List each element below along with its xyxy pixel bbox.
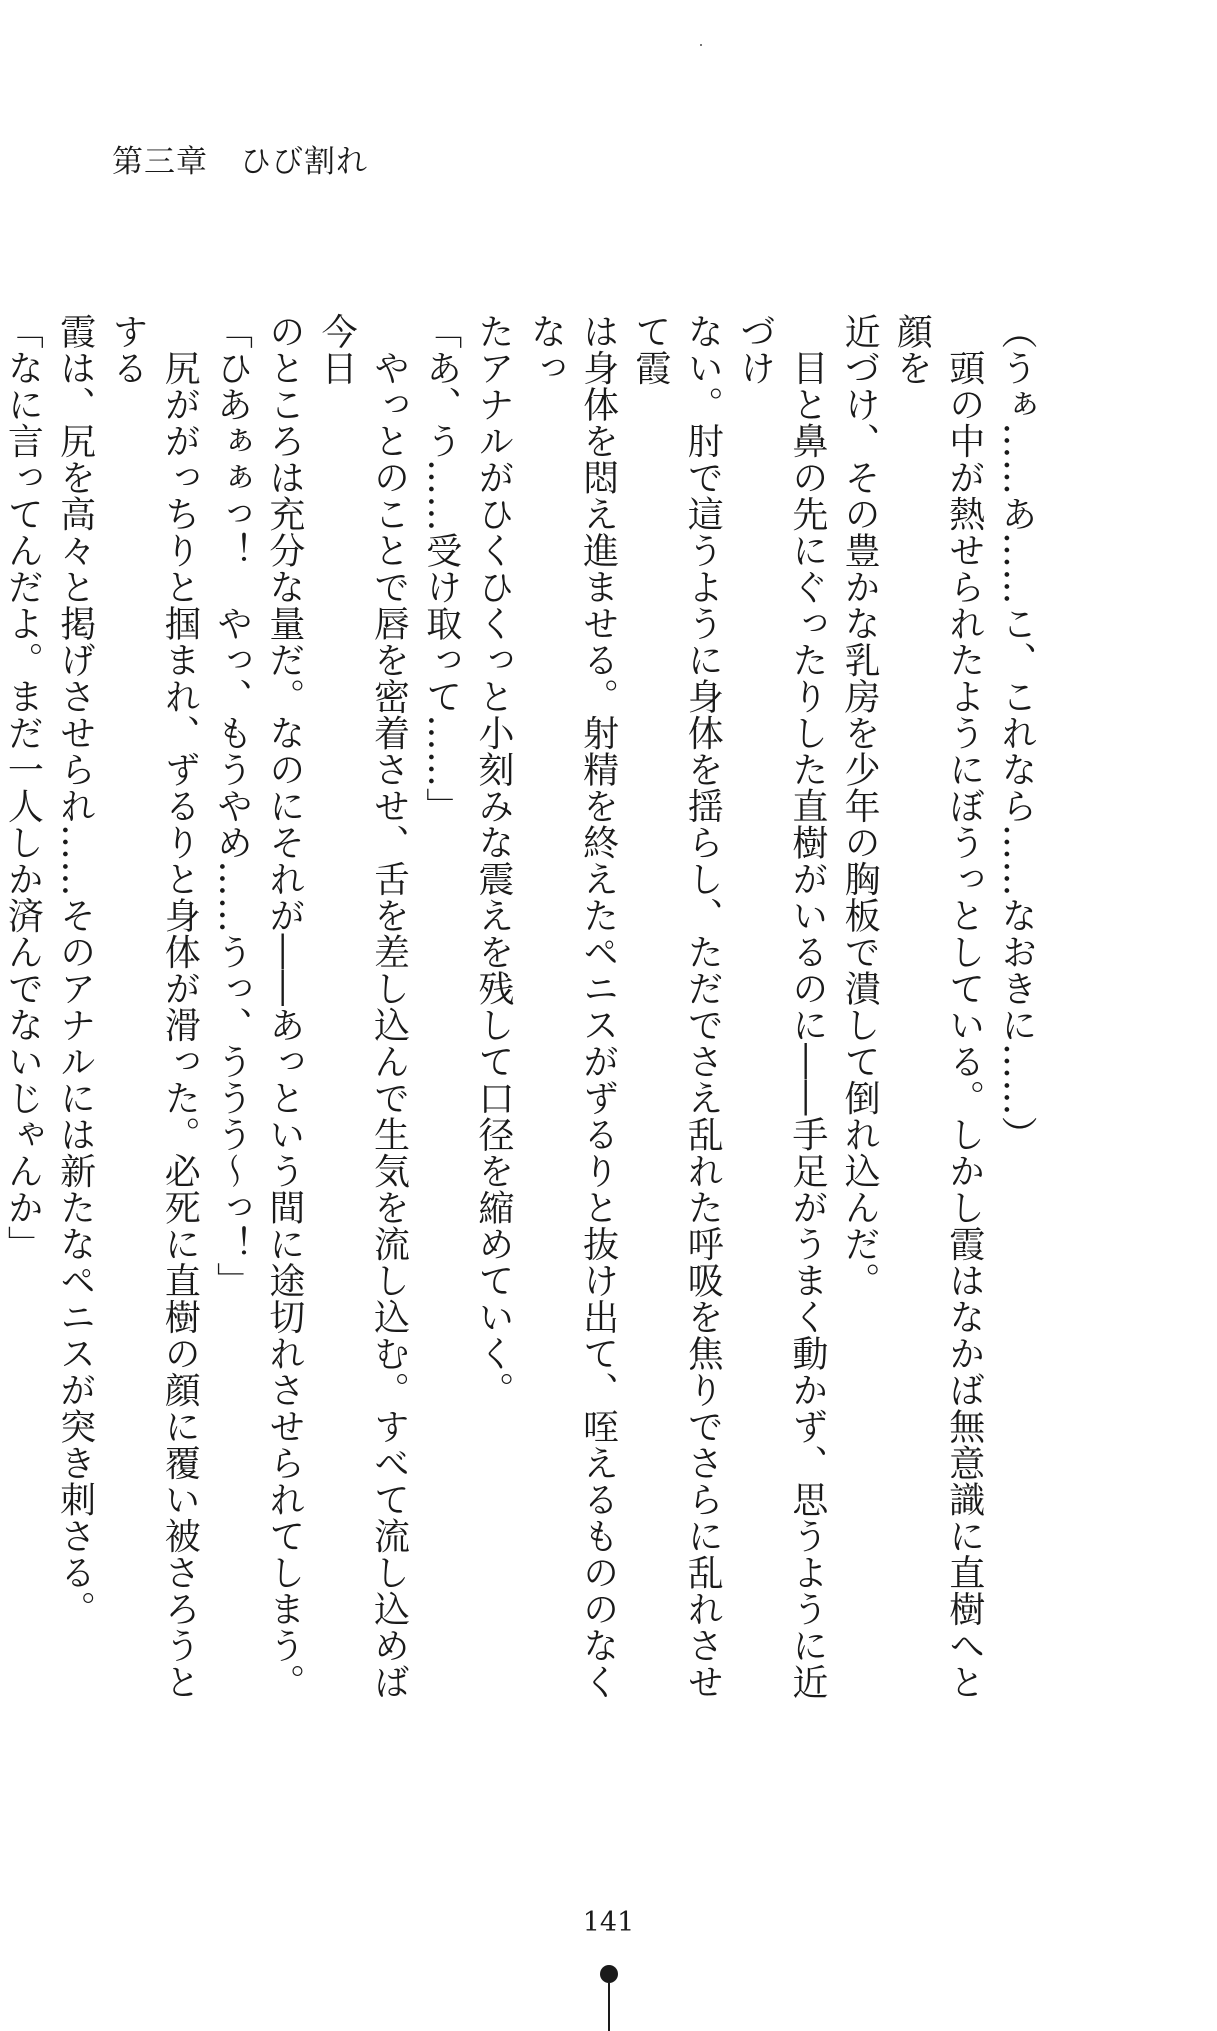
text-line: ない。肘で這うように身体を揺らし、ただでさえ乱れた呼吸を焦りでさらに乱れさせて霞 <box>629 313 724 1700</box>
body-text <box>0 313 1042 1713</box>
text-line: 「ひあぁぁっ！ やっ、もうやめ……うっ、ううう～っ！」 <box>211 313 253 1299</box>
text-line: のところは充分な量だ。なのにそれが――あっという間に途切れさせられてしまう。 <box>263 313 305 1700</box>
text-line: は身体を悶え進ませる。射精を終えたペニスがずるりと抜け出て、咥えるもののなくなっ <box>525 313 619 1700</box>
scan-speck <box>700 44 702 46</box>
text-line: やっとのことで唇を密着させ、舌を差し込んで生気を流し込む。すべて流し込めば今日 <box>316 313 410 1700</box>
text-line: 近づけ、その豊かな乳房を少年の胸板で潰して倒れ込んだ。 <box>839 313 881 1299</box>
text-line: 目と鼻の先にぐったりした直樹がいるのに――手足がうまく動かず、思うように近づけ <box>734 313 828 1700</box>
text-line: 「なに言ってんだよ。まだ一人しか済んでないじゃんか」 <box>2 313 44 1262</box>
text-line: 「あ、う……受け取って……」 <box>420 313 462 824</box>
text-line: 霞は、尻を高々と掲げさせられ……そのアナルには新たなペニスが突き刺さる。 <box>54 313 96 1627</box>
page-marker-line <box>608 1983 610 2031</box>
page-marker-dot <box>600 1965 618 1983</box>
page-number: 141 <box>582 1907 635 1938</box>
text-line: 尻ががっちりと掴まれ、ずるりと身体が滑った。必死に直樹の顔に覆い被さろうとする <box>106 313 201 1700</box>
chapter-header: 第三章 ひび割れ <box>112 144 368 180</box>
text-line: （うぁ……あ……こ、これなら……なおきに……） <box>996 313 1037 1153</box>
text-line: 頭の中が熱せられたようにぼうっとしている。しかし霞はなかば無意識に直樹へと顔を <box>891 313 985 1700</box>
text-line: たアナルがひくひくっと小刻みな震えを残して口径を縮めていく。 <box>473 313 515 1408</box>
